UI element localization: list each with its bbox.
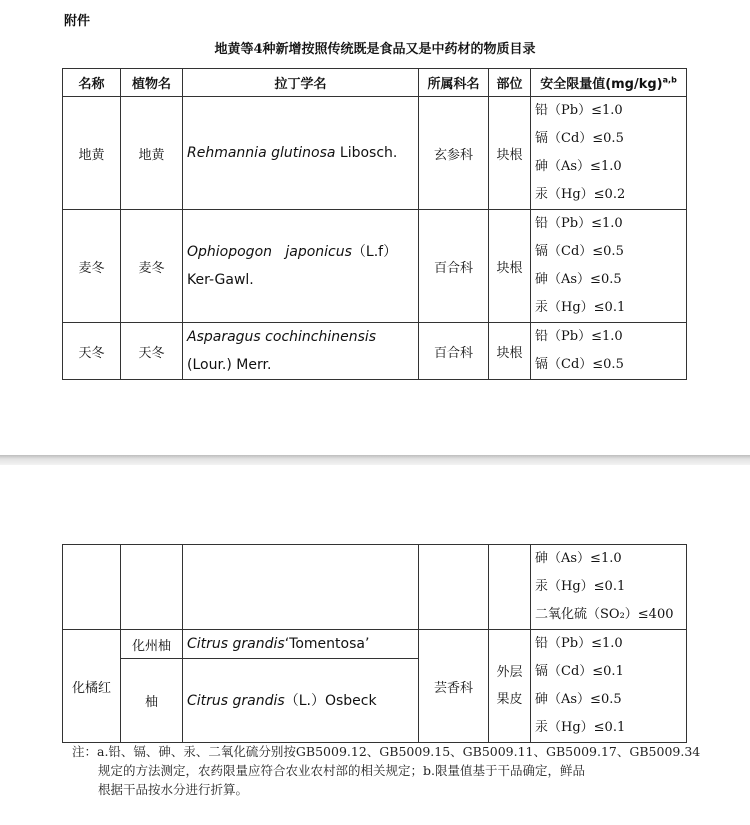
row-plant: 地黄 [121, 97, 183, 210]
row-latin: Citrus grandis‘Tomentosa’ [183, 630, 419, 659]
row-name: 麦冬 [63, 210, 121, 323]
attachment-label: 附件 [64, 14, 91, 29]
row-limits [531, 210, 687, 323]
table-row [63, 630, 687, 659]
row-name: 化橘红 [63, 630, 121, 743]
row-plant: 柚 [121, 659, 183, 743]
header-name: 名称 [63, 69, 121, 97]
header-latin: 拉丁学名 [183, 69, 419, 97]
row-limits [531, 323, 687, 380]
footnote [72, 742, 712, 799]
row-family: 玄参科 [419, 97, 489, 210]
limit-item: 砷（As）≤1.0 [535, 159, 622, 174]
limit-item: 砷（As）≤0.5 [535, 692, 622, 707]
limit-item: 铅（Pb）≤1.0 [535, 329, 623, 344]
header-limit: 安全限量值$(mg/kg)^{a,b}$ [531, 69, 687, 97]
page-2 [0, 465, 750, 825]
row-latin: Citrus grandis（L.）Osbeck [183, 659, 419, 743]
limit-item: 铅（Pb）≤1.0 [535, 636, 623, 651]
limit-item: 铅（Pb）≤1.0 [535, 216, 623, 231]
row-limits [531, 97, 687, 210]
row-part: 外层 果皮 [489, 630, 531, 743]
header-part: 部位 [489, 69, 531, 97]
row-limits [531, 545, 687, 630]
limit-item: 铅（Pb）≤1.0 [535, 103, 623, 118]
limit-item: 镉（Cd）≤0.5 [535, 131, 624, 146]
substance-table [62, 68, 687, 380]
limit-item: 砷（As）≤0.5 [535, 272, 622, 287]
substance-table-continued [62, 544, 687, 743]
row-family: 芸香科 [419, 630, 489, 743]
header-plant: 植物名 [121, 69, 183, 97]
footnote-line: 规定的方法测定，农药限量应符合农业农村部的相关规定；b.限量值基于干品确定，鲜品 [98, 763, 585, 778]
document-title: 地黄等4种新增按照传统既是食品又是中药材的物质目录 [214, 42, 536, 57]
row-latin: Ophiopogon japonicus（L.f） Ker-Gawl. [183, 210, 419, 323]
limit-item: 镉（Cd）≤0.1 [535, 664, 624, 679]
row-family: 百合科 [419, 210, 489, 323]
row-latin: Rehmannia glutinosa Libosch. [183, 97, 419, 210]
row-family: 百合科 [419, 323, 489, 380]
limit-item: 汞（Hg）≤0.2 [535, 187, 626, 202]
row-plant: 化州柚 [121, 630, 183, 659]
row-name: 天冬 [63, 323, 121, 380]
limit-item: 汞（Hg）≤0.1 [535, 579, 626, 594]
row-name: 地黄 [63, 97, 121, 210]
limit-item: 镉（Cd）≤0.5 [535, 244, 624, 259]
limit-item: 二氧化硫（SO₂）≤400 [535, 607, 674, 622]
header-family: 所属科名 [419, 69, 489, 97]
page-separator [0, 455, 750, 465]
row-latin: Asparagus cochinchinensis (Lour.) Merr. [183, 323, 419, 380]
limit-item: 砷（As）≤1.0 [535, 551, 622, 566]
table-header-row [63, 69, 687, 97]
limit-item: 镉（Cd）≤0.5 [535, 357, 624, 372]
table-row [63, 323, 687, 380]
row-part: 块根 [489, 97, 531, 210]
row-part: 块根 [489, 323, 531, 380]
row-plant: 麦冬 [121, 210, 183, 323]
limit-item: 汞（Hg）≤0.1 [535, 720, 626, 735]
table-row [63, 210, 687, 323]
table-row-continued [63, 545, 687, 630]
row-limits [531, 630, 687, 743]
row-plant: 天冬 [121, 323, 183, 380]
row-part: 块根 [489, 210, 531, 323]
table-row [63, 97, 687, 210]
footnote-line: 注：a.铅、镉、砷、汞、二氧化硫分别按GB5009.12、GB5009.15、GB5009.11、GB5009.17、GB5009.34 [72, 744, 701, 759]
footnote-line: 根据干品按水分进行折算。 [98, 782, 249, 797]
limit-item: 汞（Hg）≤0.1 [535, 300, 626, 315]
